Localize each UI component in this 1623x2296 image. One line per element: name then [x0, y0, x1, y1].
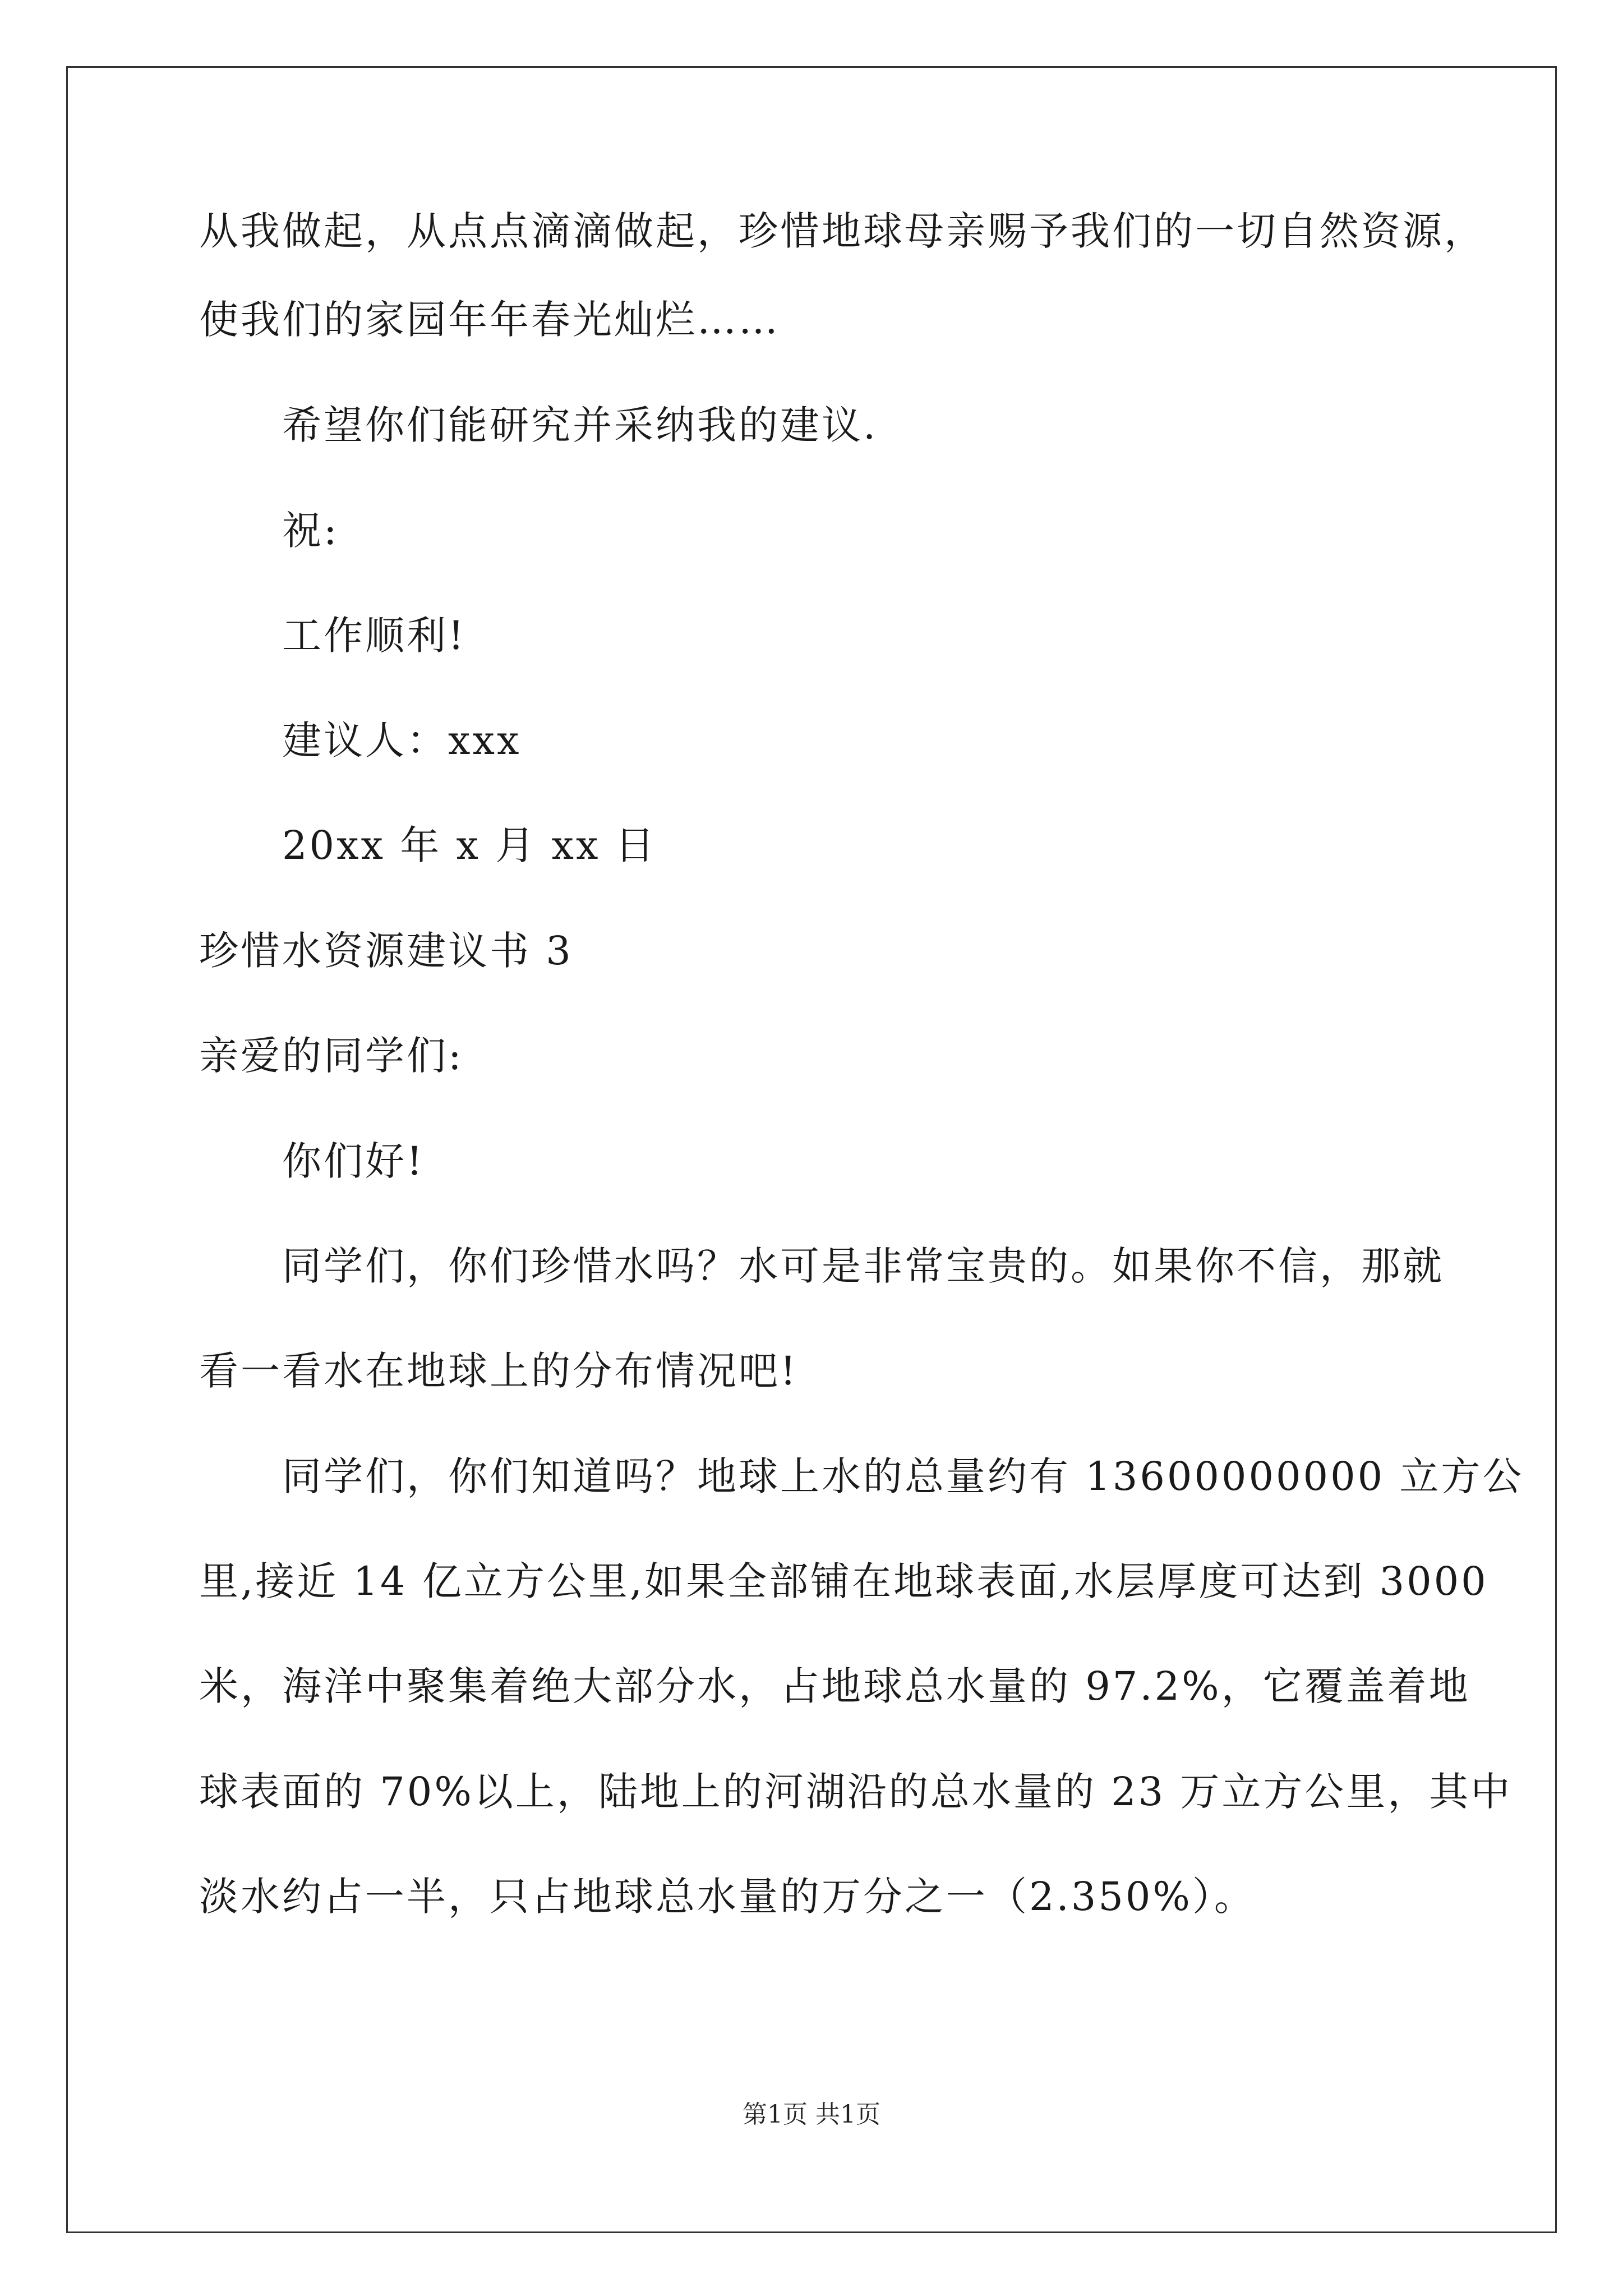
text-line-2: 使我们的家园年年春光灿烂……	[199, 297, 780, 343]
text-line-4: 祝:	[282, 508, 339, 554]
text-line-17: 淡水约占一半，只占地球总水量的万分之一（2.350%）。	[199, 1874, 1256, 1920]
text-line-14: 里,接近 14 亿立方公里,如果全部铺在地球表面,水层厚度可达到 3000	[199, 1558, 1488, 1604]
text-line-1: 从我做起，从点点滴滴做起，珍惜地球母亲赐予我们的一切自然资源，	[199, 208, 1486, 254]
text-line-15: 米，海洋中聚集着绝大部分水，占地球总水量的 97.2%，它覆盖着地	[199, 1663, 1470, 1709]
page-footer: 第1页 共1页	[743, 2100, 880, 2129]
text-line-13: 同学们，你们知道吗？地球上水的总量约有 13600000000 立方公	[282, 1453, 1524, 1499]
text-line-5: 工作顺利!	[282, 613, 467, 659]
text-line-11: 同学们，你们珍惜水吗？水可是非常宝贵的。如果你不信，那就	[282, 1243, 1444, 1289]
text-line-9: 亲爱的同学们:	[199, 1033, 464, 1079]
text-line-3: 希望你们能研究并采纳我的建议.	[282, 402, 878, 448]
text-line-16: 球表面的 70%以上，陆地上的河湖沿的总水量的 23 万立方公里，其中	[199, 1769, 1513, 1815]
section-heading: 珍惜水资源建议书 3	[199, 928, 573, 974]
text-line-6: 建议人：xxx	[282, 717, 522, 763]
text-line-12: 看一看水在地球上的分布情况吧!	[199, 1348, 799, 1394]
text-line-7: 20xx 年 x 月 xx 日	[282, 822, 657, 868]
text-line-10: 你们好!	[282, 1138, 425, 1184]
